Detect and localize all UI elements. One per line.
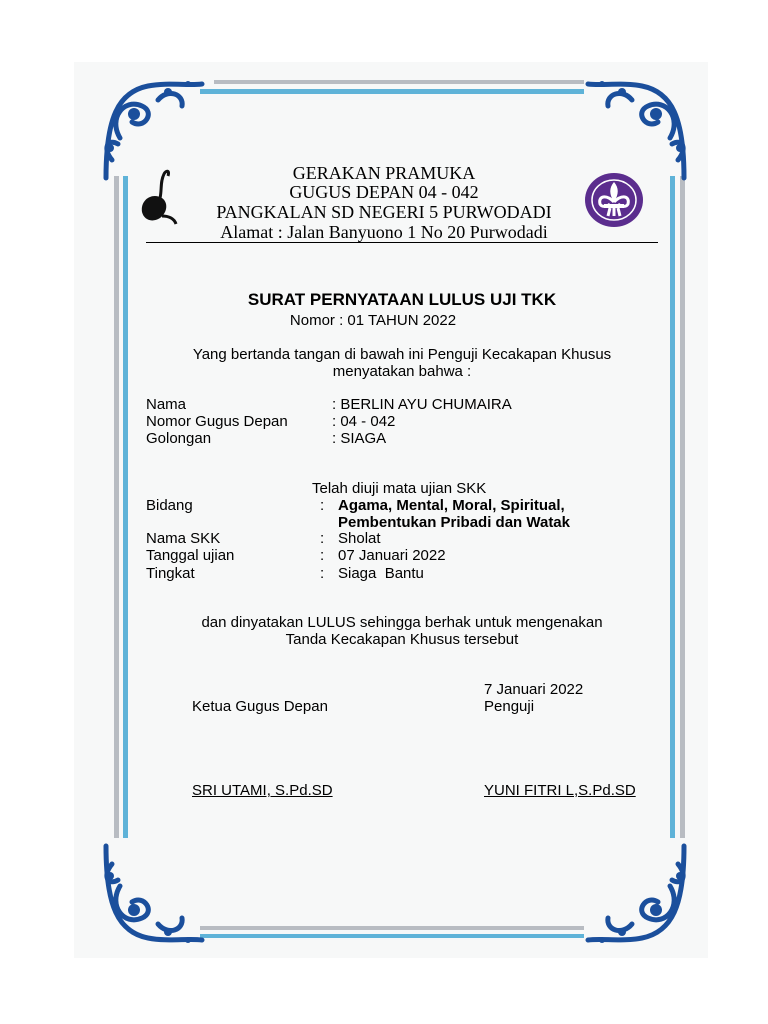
ornamental-corner-icon [98,836,208,946]
intro-line: Yang bertanda tangan di bawah ini Penguji Kecakapan Khusus [192,346,612,363]
field-value-level: Siaga Bantu [338,565,424,582]
top-border-bar-blue [200,89,584,94]
left-border-bar-grey [114,176,119,838]
field-value-name: : BERLIN AYU CHUMAIRA [332,396,512,413]
bottom-border-bar [200,926,584,930]
right-border-bar-grey [680,176,685,838]
field-label-field: Bidang [146,497,193,514]
signature-date: 7 Januari 2022 [484,681,584,698]
address: Alamat : Jalan Banyuono 1 No 20 Purwodadi [220,222,548,242]
field-value-field: Agama, Mental, Moral, Spiritual, [338,497,565,514]
org-name: GERAKAN PRAMUKA [292,163,476,183]
field-value-troop: : 04 - 042 [332,413,396,430]
field-label-group: Golongan [146,430,212,447]
document-title: SURAT PERNYATAAN LULUS UJI TKK [247,290,557,309]
field-value-field-cont: Pembentukan Pribadi dan Watak [338,514,570,531]
field-label-name: Nama [146,396,187,413]
right-border-bar-blue [670,176,675,838]
conclusion-line: dan dinyatakan LULUS sehingga berhak untuk mengenakan [201,614,603,631]
field-value-skk: Sholat [338,530,381,547]
exam-heading: Telah diuji mata ujian SKK [312,480,487,497]
document-number: Nomor : 01 TAHUN 2022 [289,312,457,329]
field-label-level: Tingkat [146,565,195,582]
troop-number: GUGUS DEPAN 04 - 042 [289,182,479,202]
header-divider [146,242,658,243]
field-value-group: : SIAGA [332,430,387,447]
colon: : [320,530,325,547]
field-label-troop: Nomor Gugus Depan [146,413,288,430]
intro-line: menyatakan bahwa : [332,363,472,380]
colon: : [320,497,325,514]
bottom-border-bar-blue [200,934,584,938]
left-border-bar-blue [123,176,128,838]
colon: : [320,565,325,582]
field-label-date: Tanggal ujian [146,547,235,564]
ornamental-corner-icon [582,836,692,946]
top-border-bar [214,80,584,84]
conclusion-line: Tanda Kecakapan Khusus tersebut [285,631,519,648]
right-signatory-role: Penguji [484,698,535,715]
left-signatory-name: SRI UTAMI, S.Pd.SD [192,782,333,799]
right-signatory-name: YUNI FITRI L,S.Pd.SD [484,782,636,799]
field-label-skk: Nama SKK [146,530,221,547]
field-value-date: 07 Januari 2022 [338,547,446,564]
base-school: PANGKALAN SD NEGERI 5 PURWODADI [216,202,552,222]
left-signatory-role: Ketua Gugus Depan [192,698,328,715]
colon: : [320,547,325,564]
